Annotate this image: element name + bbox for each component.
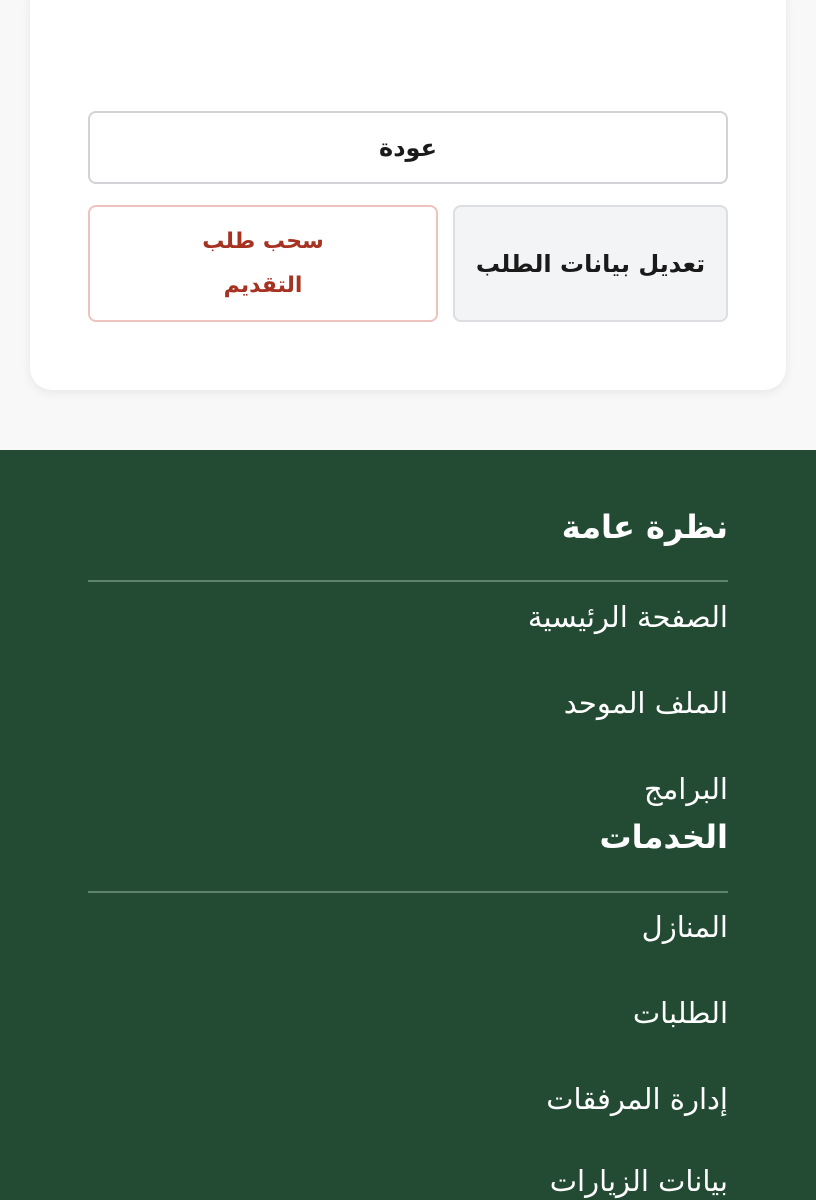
- request-card: [30, 0, 786, 390]
- footer-link-home[interactable]: الصفحة الرئيسية: [527, 600, 728, 634]
- footer-link-visits-data[interactable]: بيانات الزيارات: [549, 1164, 728, 1198]
- edit-request-button[interactable]: [453, 205, 728, 322]
- footer-link-unified-profile[interactable]: الملف الموحد: [563, 686, 728, 720]
- footer-section-title-overview: نظرة عامة: [561, 508, 728, 546]
- site-footer: [0, 450, 816, 1200]
- edit-button-label: تعديل بيانات الطلب: [475, 249, 706, 278]
- content-area: [0, 0, 816, 450]
- footer-link-programs[interactable]: البرامج: [644, 772, 728, 806]
- footer-link-requests[interactable]: الطلبات: [632, 996, 728, 1030]
- footer-divider: [88, 891, 728, 893]
- footer-link-attachments[interactable]: إدارة المرفقات: [546, 1082, 728, 1116]
- back-button-label: عودة: [379, 133, 437, 162]
- back-button[interactable]: [88, 111, 728, 184]
- withdraw-label-line1: سحب طلب: [202, 228, 324, 254]
- withdraw-application-button[interactable]: [88, 205, 438, 322]
- withdraw-label-line2: التقديم: [223, 272, 303, 298]
- footer-divider: [88, 580, 728, 582]
- footer-link-homes[interactable]: المنازل: [641, 910, 728, 944]
- footer-section-title-services: الخدمات: [599, 818, 728, 856]
